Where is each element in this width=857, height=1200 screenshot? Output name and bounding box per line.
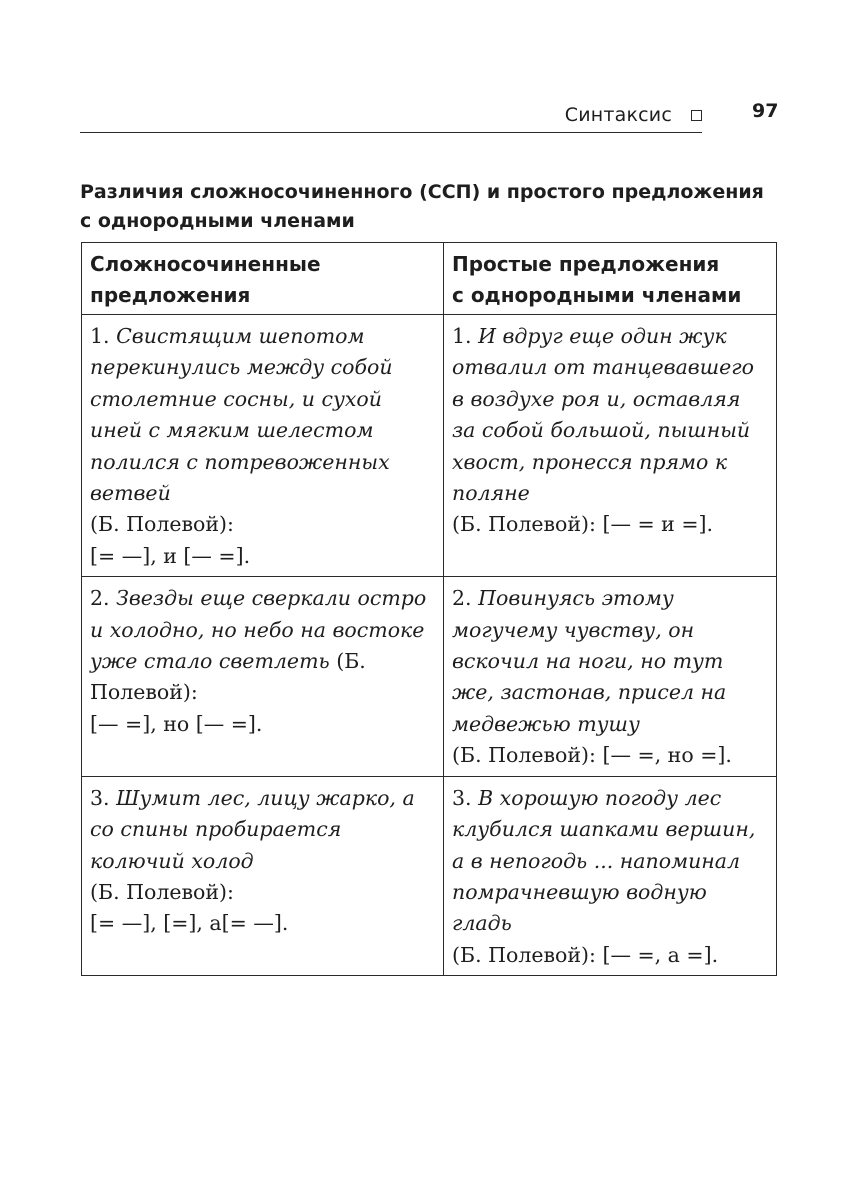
running-header xyxy=(80,96,702,133)
example-scheme: [— =, а =]. xyxy=(602,942,719,967)
table-title xyxy=(80,178,780,236)
example-source: (Б. Полевой): xyxy=(452,743,596,768)
example-scheme: [— = и =]. xyxy=(602,512,714,537)
example-text: В хорошую погоду лес клубился шапками вершин, а в непогодь ... напоминал помрачневшую водную гладь xyxy=(452,785,756,936)
example-source: (Б. Полевой): xyxy=(90,512,234,537)
example-number: 1. xyxy=(90,324,110,348)
example-text: И вдруг еще один жук отвалил от танцевавшего в воздухе роя и, оставляя за собой большой, пышный хвост, пронесся прямо к поляне xyxy=(452,324,754,506)
table-header-row xyxy=(82,243,777,315)
table-title-line2: с однородными членами xyxy=(80,210,355,232)
simple-example-2 xyxy=(444,577,777,776)
example-scheme: [— =], но [— =]. xyxy=(90,711,263,736)
table-row xyxy=(82,315,777,577)
square-bullet-icon xyxy=(691,110,702,121)
example-number: 3. xyxy=(90,785,110,810)
compound-example-2 xyxy=(82,577,444,776)
example-number: 2. xyxy=(452,586,472,611)
example-text: Звезды еще сверкали остро и холодно, но небо на востоке уже стало светлеть xyxy=(90,586,427,674)
example-scheme: [— =, но =]. xyxy=(602,743,732,768)
header-compound-sentences: Сложносочиненные предложения xyxy=(82,243,444,315)
comparison-table xyxy=(81,242,777,976)
example-number: 3. xyxy=(452,785,472,810)
example-text: Повинуясь этому могучему чувству, он вскочил на ноги, но тут же, застонав, присел на медвежью тушу xyxy=(452,586,727,736)
example-scheme: [= —], и [— =]. xyxy=(90,543,251,568)
simple-example-3 xyxy=(444,776,777,975)
example-text: Свистящим шепотом перекинулись между собой столетние сосны, и сухой иней с мягким шелестом полился с потревоженных ветвей xyxy=(90,324,393,506)
compound-example-3 xyxy=(82,776,444,975)
example-source: (Б. Полевой): xyxy=(90,649,366,705)
table-row xyxy=(82,776,777,975)
compound-example-1 xyxy=(82,315,444,577)
header-simple-sentences: Простые предложения с однородными членами xyxy=(444,243,777,315)
example-scheme: [= —], [=], а[= —]. xyxy=(90,911,289,936)
example-number: 2. xyxy=(90,586,110,611)
example-source: (Б. Полевой): xyxy=(90,879,234,904)
table-title-line1: Различия сложносочиненного (ССП) и простого предложения xyxy=(80,181,764,203)
example-number: 1. xyxy=(452,324,472,348)
example-source: (Б. Полевой): xyxy=(452,512,596,537)
section-title: Синтаксис xyxy=(564,104,672,126)
example-source: (Б. Полевой): xyxy=(452,942,596,967)
simple-example-1 xyxy=(444,315,777,577)
page-number: 97 xyxy=(752,100,779,122)
example-text: Шумит лес, лицу жарко, а со спины пробирается колючий холод xyxy=(90,785,415,873)
table-row xyxy=(82,577,777,776)
